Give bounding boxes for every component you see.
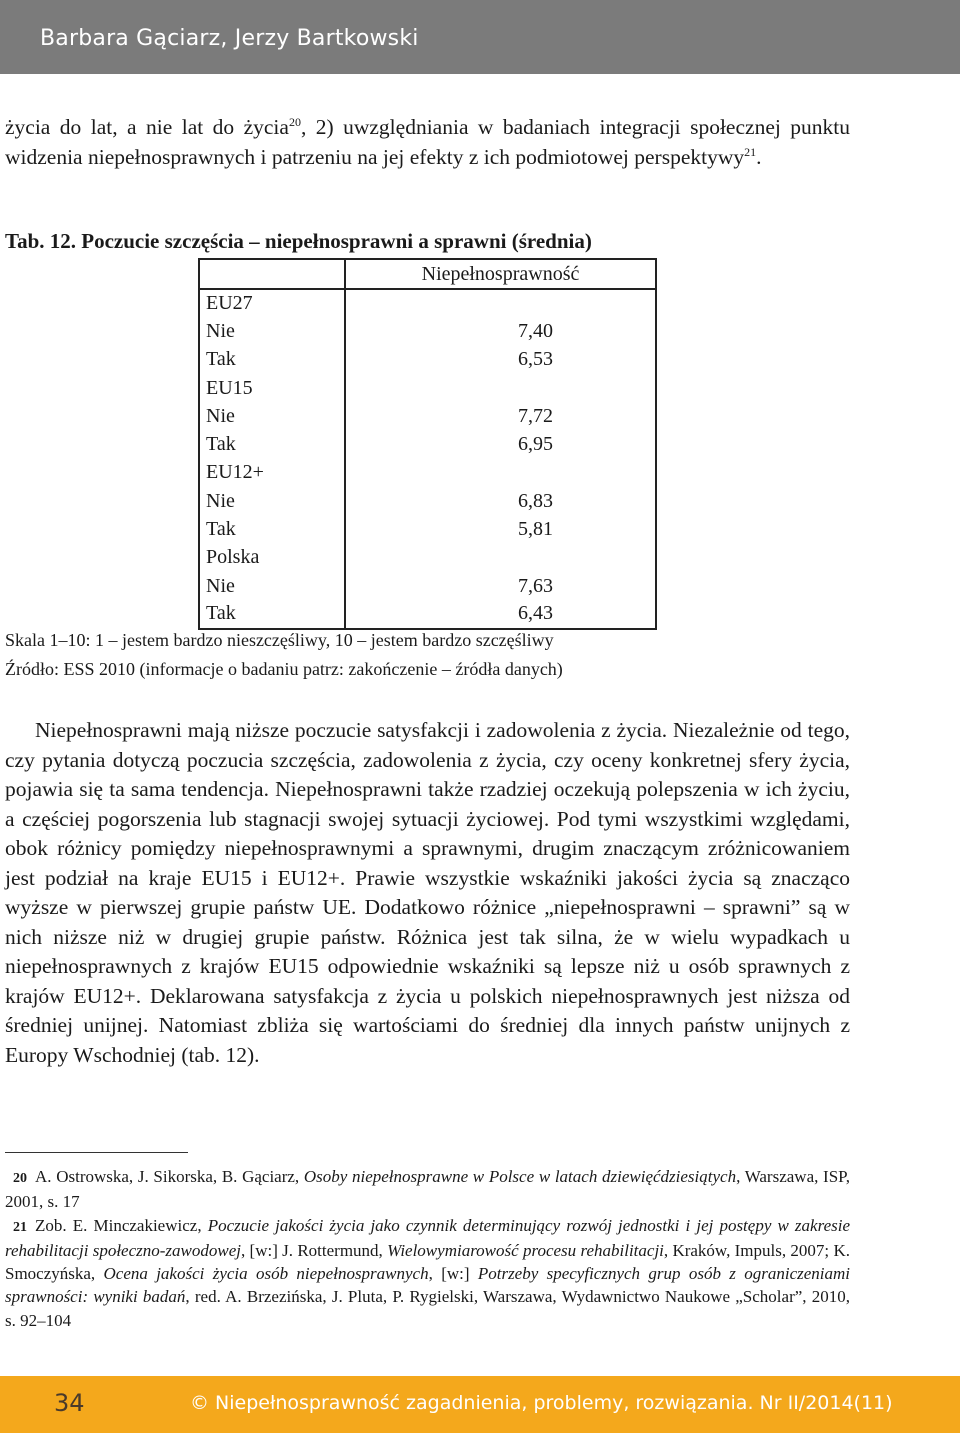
table-row	[199, 317, 656, 345]
row-label: Tak	[199, 430, 345, 458]
table-caption: Tab. 12. Poczucie szczęścia – niepełnosprawni a sprawni (średnia)	[5, 229, 592, 253]
row-label: EU27	[199, 289, 345, 317]
footnote-number: 21	[13, 1219, 27, 1235]
footnote-title: Poczucie jakości życia jako czynnik determinujący rozwój jednostki i jej postępy w zakresie rehabilitacji społeczno-zawodowej	[5, 1215, 851, 1260]
row-value-cell	[345, 374, 656, 402]
footnote-text: Zob. E. Minczakiewicz,	[35, 1215, 208, 1235]
journal-title: © Niepełnosprawność zagadnienia, problemy, rozwiązania. Nr II/2014(11)	[190, 1392, 893, 1414]
running-header	[0, 0, 960, 74]
row-value: 6,43	[518, 602, 553, 625]
footnote-text: , red. A. Brzezińska, J. Pluta, P. Rygielski, Warszawa, Wydawnictwo Naukowe „Scholar”, 2010, s. 92–104	[5, 1287, 850, 1330]
row-value-cell	[345, 487, 656, 515]
row-label: Tak	[199, 346, 345, 374]
table-row	[199, 600, 656, 628]
footnotes	[5, 1165, 850, 1332]
footnote-text: , [w:] J. Rottermund,	[240, 1240, 388, 1260]
header-authors: Barbara Gąciarz, Jerzy Bartkowski	[40, 26, 419, 51]
intro-text: życia do lat, a nie lat do życia	[5, 115, 289, 139]
footnote-title: Wielowymiarowość procesu rehabilitacji	[387, 1240, 664, 1260]
source-note: Źródło: ESS 2010 (informacje o badaniu patrz: zakończenie – źródła danych)	[5, 659, 563, 679]
table-row	[199, 346, 656, 374]
footnote-21	[5, 1214, 850, 1332]
table-row	[199, 515, 656, 543]
row-value-cell	[345, 289, 656, 317]
row-value: 5,81	[518, 518, 553, 541]
table-row	[199, 374, 656, 402]
footnote-title: Ocena jakości życia osób niepełnosprawnych	[103, 1264, 429, 1284]
table-body	[199, 289, 656, 629]
row-value-cell	[345, 600, 656, 628]
footnote-text: , Kraków, Impuls, 2007; K. Smoczyńska,	[5, 1240, 850, 1284]
row-value-cell	[345, 430, 656, 458]
footnote-text: A. Ostrowska, J. Sikorska, B. Gąciarz,	[35, 1167, 304, 1186]
row-label: Tak	[199, 515, 345, 543]
row-value-cell	[345, 544, 656, 572]
table-row	[199, 487, 656, 515]
table-header-empty	[199, 259, 345, 289]
row-label: Nie	[199, 317, 345, 345]
row-value-cell	[345, 346, 656, 374]
row-value-cell	[345, 572, 656, 600]
page-footer	[0, 1376, 960, 1433]
row-label: EU12+	[199, 459, 345, 487]
table-row	[199, 459, 656, 487]
page-number: 34	[54, 1389, 85, 1417]
table-header-row	[199, 259, 656, 289]
row-value: 6,95	[518, 433, 553, 456]
row-value: 7,72	[518, 404, 553, 427]
footnote-title: Osoby niepełnosprawne w Polsce w latach dziewięćdziesiątych	[303, 1167, 737, 1186]
row-label: Nie	[199, 572, 345, 600]
footnote-ref-21[interactable]: 21	[744, 144, 757, 159]
row-value-cell	[345, 459, 656, 487]
footnote-ref-20[interactable]: 20	[288, 114, 301, 129]
table-row	[199, 289, 656, 317]
row-label: Tak	[199, 600, 345, 628]
scale-note: Skala 1–10: 1 – jestem bardzo nieszczęśliwy, 10 – jestem bardzo szczęśliwy	[5, 630, 554, 650]
row-value-cell	[345, 402, 656, 430]
row-label: Nie	[199, 487, 345, 515]
row-value: 6,83	[518, 489, 553, 512]
row-label: Nie	[199, 402, 345, 430]
data-table	[198, 258, 657, 630]
intro-paragraph	[5, 113, 850, 172]
row-label: Polska	[199, 544, 345, 572]
table-row	[199, 402, 656, 430]
footnote-text: , Warszawa, ISP, 2001, s. 17	[5, 1167, 850, 1212]
row-value: 7,40	[518, 319, 553, 342]
intro-text-2: , 2) uwzględniania w badaniach integracji społecznej punktu widzenia niepełnosprawnych i patrzeniu na jej efekty z ich podmiotowej perspektywy	[5, 115, 850, 169]
footnote-text: , [w:]	[428, 1264, 478, 1284]
table-column-header: Niepełnosprawność	[345, 259, 656, 289]
main-paragraph: Niepełnosprawni mają niższe poczucie satysfakcji i zadowolenia z życia. Niezależnie od tego, czy pytania dotyczą poczucia szczęścia, zadowolenia z życia, czy oceny konkretnej sfery życia, pojawia się ta sama tendencja. Niepełnosprawni także rzadziej oczekują polepszenia w ich życiu, a częściej pogorszenia lub stagnacji swojej sytuacji życiowej. Pod tymi wszystkimi względami, obok różnicy pomiędzy niepełnosprawnymi a sprawnymi, drugim znaczącym zróżnicowaniem jest podział na kraje EU15 i EU12+. Prawie wszystkie wskaźniki jakości życia są znacząco wyższe w pierwszej grupie państw UE. Dodatkowo różnice „niepełnosprawni – sprawni” są w nich niższe niż w drugiej grupie państw. Różnica jest tak silna, że w wielu wypadkach u niepełnosprawnych z krajów EU15 odpowiednie wskaźniki są lepsze niż u osób sprawnych z krajów EU12+. Deklarowana satysfakcja z życia u polskich niepełnosprawnych jest niższa od średniej unijnej. Natomiast zbliża się wartościami do średniej dla innych państw unijnych z Europy Wschodniej (tab. 12).	[5, 718, 850, 1067]
table-row	[199, 430, 656, 458]
row-value-cell	[345, 317, 656, 345]
table-row	[199, 544, 656, 572]
row-value: 7,63	[518, 574, 553, 597]
row-value-cell	[345, 515, 656, 543]
row-label: EU15	[199, 374, 345, 402]
footnote-divider	[5, 1152, 188, 1153]
table-row	[199, 572, 656, 600]
footnote-title: Potrzeby specyficznych grup osób z ograniczeniami sprawności: wyniki badań	[5, 1264, 850, 1307]
row-value: 6,53	[518, 348, 553, 371]
footnote-20	[5, 1165, 850, 1214]
intro-text-3: .	[756, 144, 762, 169]
footnote-number: 20	[13, 1171, 27, 1186]
